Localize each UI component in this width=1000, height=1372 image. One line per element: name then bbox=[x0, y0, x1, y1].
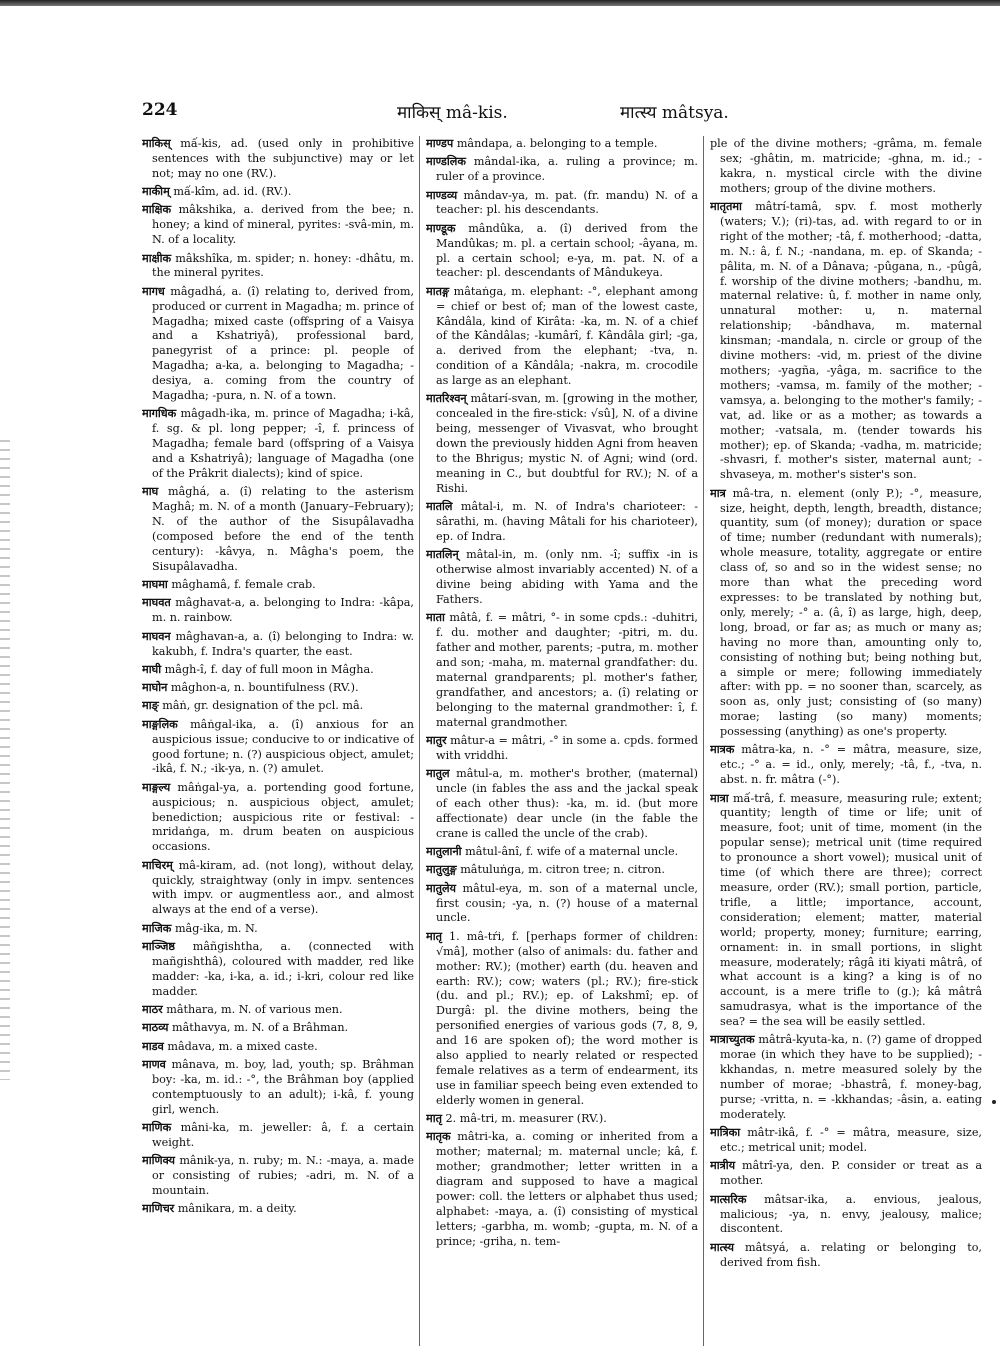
dictionary-entry bbox=[142, 680, 414, 696]
entry-headword: मातुलानी bbox=[426, 844, 462, 859]
entry-definition: mâtaṅga, m. elephant: -°, elephant among = chief or best of; man of the lowest caste, Kândâla, kind of Kirâta: -ka, m. N. of a chief of the Kândâlas; -kumârî, f. Kândâla girl; -ga, a. derived from the elephant; -tva, n. condition of a Kândâla; -nakra, m. crocodile as large as an elephant. bbox=[436, 284, 698, 388]
dictionary-entry bbox=[426, 136, 698, 152]
entry-definition: mâkshîka, m. spider; n. honey: -dhâtu, m. the mineral pyrites. bbox=[152, 251, 414, 280]
entry-headword: मात्राच्युतक bbox=[710, 1032, 755, 1047]
dictionary-entry bbox=[142, 136, 414, 182]
entry-headword: मातुलुङ्ग bbox=[426, 862, 457, 877]
entry-definition: mâtrâ-kyuta-ka, n. (?) game of dropped morae (in which they have to be supplied); -kkhandas, n. metre measured solely by the number of morae; -bhastrâ, f. money-bag, purse; -vritta, n. = -kkhandas; -âsin, a. eating moderately. bbox=[720, 1033, 982, 1121]
dictionary-entry bbox=[142, 939, 414, 1000]
entry-definition: mâtuluṅga, m. citron tree; n. citron. bbox=[460, 863, 665, 877]
dictionary-entry bbox=[426, 499, 698, 545]
column-middle bbox=[426, 136, 698, 1346]
dictionary-entry bbox=[710, 1032, 982, 1122]
entry-definition: 1. mâ-tŕi, f. [perhaps former of children: √mâ], mother (also of animals: du. father and mother: RV.); (mother) earth (du. heaven and earth: RV.); cow; waters (pl.; RV.); fire-stick (du. and pl.; RV.); ep. of Lakshmî; ep. of Durgâ: pl. the divine mothers, being the personified energies of various gods (7, 8, 9, and 16 are spoken of); the word mother is also applied to nearly related or respected female relatives as a term of endearment, its use in familiar speech being even extended to elderly women in general. bbox=[436, 929, 698, 1107]
entry-headword: माता bbox=[426, 610, 445, 625]
dictionary-entry bbox=[426, 188, 698, 219]
entry-definition: mâtsyá, a. relating or belonging to, derived from fish. bbox=[720, 1240, 982, 1269]
dictionary-entry bbox=[142, 921, 414, 937]
entry-definition: mâtal-in, m. (only nm. -î; suffix -in is otherwise almost invariably accented) N. of a divine being abiding with Yama and the Fathers. bbox=[436, 548, 698, 607]
entry-definition: mândal-ika, a. ruling a province; m. ruler of a province. bbox=[436, 155, 698, 184]
column-rule bbox=[419, 136, 420, 1346]
dictionary-entry bbox=[142, 1002, 414, 1018]
entry-headword: मातलिन् bbox=[426, 547, 459, 562]
entry-headword: माडव bbox=[142, 1038, 164, 1053]
dictionary-entry bbox=[426, 844, 698, 860]
left-running-headword: माकिस् mâ-kis. bbox=[397, 103, 508, 123]
entry-definition: mâghamâ, f. female crab. bbox=[171, 578, 316, 592]
dictionary-entry bbox=[142, 1120, 414, 1151]
entry-definition: mândûka, a. (î) derived from the Mandûkas; m. pl. a certain school; -âyana, m. pl. a certain school; e-ya, m. pat. N. of a teacher: pl. descendants of Mândukeya. bbox=[436, 221, 698, 280]
dictionary-entry bbox=[426, 733, 698, 764]
entry-definition: mâtrî-ya, den. P. consider or treat as a mother. bbox=[720, 1159, 982, 1188]
dictionary-entry bbox=[426, 154, 698, 185]
entry-definition: mâkshika, a. derived from the bee; n. honey; a kind of mineral, pyrites: -svâ-min, m. N. of a locality. bbox=[152, 203, 414, 247]
dictionary-entry bbox=[142, 698, 414, 714]
dictionary-entry bbox=[710, 1158, 982, 1189]
entry-definition: mândav-ya, m. pat. (fr. mandu) N. of a teacher: pl. his descendants. bbox=[436, 188, 698, 217]
entry-definition: mâtul-a, m. mother's brother, (maternal) uncle (in fables the ass and the jackal speak of each other thus): -ka, m. id. (but more affectionate) dear uncle (in the fable the crane is called the uncle of the crab). bbox=[436, 767, 698, 840]
entry-headword: मात्स्य bbox=[710, 1239, 735, 1254]
entry-headword: माकीम् bbox=[142, 184, 170, 199]
entry-definition: mâ-tra, n. element (only P.); -°, measure, size, height, depth, length, breadth, distance; quantity, sum (of money); duration or space of time; number (redundant with numerals); whole measure, totality, aggregate or entire class of, so and so in the widest sense; no more than what the preceding word expresses: to be translated by nothing but, only, merely; -° a. (â, î) as large, high, deep, long, broad, or far as; as much or many as; having no more than, amounting only to, consisting of nothing but; being nothing but, a simple or mere; following immediately after: with pp. = no sooner than, scarcely, as soon as, only just; consisting of (so many) morae; lasting (so many) moments; possessing (anything) as one's property. bbox=[720, 486, 982, 739]
entry-definition: mâtsar-ika, a. envious, jealous, malicious; -ya, n. envy, jealousy, malice; discontent. bbox=[720, 1192, 982, 1236]
entry-headword: मातुलेय bbox=[426, 880, 457, 895]
entry-headword: मातृक bbox=[426, 1129, 451, 1144]
dictionary-entry bbox=[710, 136, 982, 197]
entry-definition: mâtul-ânî, f. wife of a maternal uncle. bbox=[465, 845, 679, 859]
dictionary-entry bbox=[142, 780, 414, 856]
dictionary-entry bbox=[142, 1039, 414, 1055]
entry-headword: मात्रा bbox=[710, 790, 729, 805]
entry-headword: माक्षिक bbox=[142, 202, 172, 217]
entry-headword: मातङ्ग bbox=[426, 283, 450, 298]
entry-headword: माघोन bbox=[142, 680, 168, 695]
dictionary-entry bbox=[142, 1201, 414, 1217]
dictionary-entry bbox=[426, 766, 698, 842]
dictionary-entry bbox=[142, 184, 414, 200]
column-left bbox=[142, 136, 414, 1346]
entry-definition: mâtra-ka, n. -° = mâtra, measure, size, etc.; -° a. = id., only, merely; -tâ, f., -tva, n. abst. n. fr. mâtra (-°). bbox=[720, 743, 982, 787]
dictionary-entry bbox=[142, 406, 414, 482]
entry-headword: मातलि bbox=[426, 499, 453, 514]
entry-definition: mấ-trâ, f. measure, measuring rule; extent; quantity; length of time or life; unit of measure, foot; unit of time, moment (in the popular sense); metrical unit (time required to pronounce a short vowel); musical unit of time (of which there are three); correct measure, order (RV.); small portion, particle, trifle, a little; importance, account, consideration; element; matter, material world; property, money; furniture; earring, ornament: in. in small portions, in slight measure, moderately; râgâ iti kiyati mâtrâ, of what account is a king? a king is of no account, is a mere trifle to (g.); kâ mâtrâ samudrasya, what is the importance of the sea? = the sea will be easily settled. bbox=[720, 791, 982, 1029]
entry-definition: mâghá, a. (î) relating to the asterism Maghâ; m. N. of a month (January–February); N. of the author of the Sisupâlavadha (composed before the end of the tenth century): -kâvya, n. Mâgha's poem, the Sisupâlavadha. bbox=[152, 485, 414, 573]
entry-definition: mấ-kis, ad. (used only in prohibitive sentences with the subjunctive) may or let not; may no one (RV.). bbox=[152, 137, 414, 180]
dictionary-entry bbox=[142, 629, 414, 660]
entry-headword: मात्रीय bbox=[710, 1158, 736, 1173]
dictionary-entry bbox=[142, 1020, 414, 1036]
entry-definition: mâthara, m. N. of various men. bbox=[166, 1002, 343, 1016]
dictionary-entry bbox=[710, 1240, 982, 1271]
entry-definition: mâtur-a = mâtri, -° in some a. cpds. formed with vriddhi. bbox=[436, 733, 698, 762]
entry-definition: mâgadhá, a. (î) relating to, derived from, produced or current in Magadha; m. prince of Magadha; mixed caste (offspring of a Vaisya and a Kshatriyâ), professional bard, panegyrist of a prince: pl. people of Magadha; a-ka, a. belonging to Magadha; -desiya, a. coming from the country of Magadha; -pura, n. N. of a town. bbox=[152, 284, 414, 403]
dictionary-entry bbox=[710, 1192, 982, 1238]
entry-definition: mâñgishtha, a. (connected with mañgishthâ), coloured with madder, red like madder: -ka, i-ka, a. id.; i-kri, colour red like madder. bbox=[152, 939, 414, 998]
entry-definition: mânik-ya, n. ruby; m. N.: -maya, a. made or consisting of rubies; -adri, m. N. of a mountain. bbox=[152, 1154, 414, 1197]
entry-headword: मात्सरिक bbox=[710, 1191, 747, 1206]
entry-definition: mâgh-î, f. day of full moon in Mâgha. bbox=[164, 662, 374, 676]
entry-headword: मातृतमा bbox=[710, 199, 742, 214]
entry-headword: माङ् bbox=[142, 698, 159, 713]
entry-definition: 2. mâ-tri, m. measurer (RV.). bbox=[445, 1112, 607, 1126]
entry-definition: ple of the divine mothers; -grâma, m. female sex; -ghâtin, m. matricide; -ghna, m. id.; -kakra, n. mystical circle with the divine mothers; group of the divine mothers. bbox=[710, 137, 982, 195]
dictionary-entry bbox=[426, 547, 698, 608]
entry-definition: mâ-kiram, ad. (not long), without delay, quickly, straightway (only in impv. sentences with impv. or augmentless aor., and almost always at the end of a verse). bbox=[152, 858, 414, 917]
entry-headword: माक्षीक bbox=[142, 250, 172, 265]
dictionary-entry bbox=[710, 791, 982, 1031]
entry-headword: माणिचर bbox=[142, 1201, 175, 1216]
dictionary-entry bbox=[426, 284, 698, 389]
dictionary-entry bbox=[142, 1057, 414, 1118]
entry-headword: मागध bbox=[142, 283, 165, 298]
entry-definition: mâtal-i, m. N. of Indra's charioteer: -sârathi, m. (having Mâtali for his charioteer), ep. of Indra. bbox=[436, 500, 698, 543]
entry-definition: mâtul-eya, m. son of a maternal uncle, first cousin; -ya, n. (?) house of a maternal uncle. bbox=[436, 881, 698, 925]
entry-headword: मातृ bbox=[426, 1111, 442, 1126]
dictionary-entry bbox=[710, 199, 982, 483]
scan-mark bbox=[992, 1100, 996, 1104]
entry-headword: माघवन bbox=[142, 628, 171, 643]
entry-headword: मातुर bbox=[426, 732, 447, 747]
entry-definition: mâgadh-ika, m. prince of Magadha; i-kâ, f. sg. & pl. long pepper; -î, f. princess of Magadha; female bard (offspring of a Vaisya and a Kshatriyâ); language of Magadha (one of the Prâkrit dialects); kind of spice. bbox=[152, 407, 414, 480]
entry-headword: माञ्जिष्ठ bbox=[142, 938, 175, 953]
entry-definition: mâṅ, gr. designation of the pcl. mâ. bbox=[162, 699, 364, 713]
entry-definition: mâṅgal-ika, a. (î) anxious for an auspicious issue; conducive to or indicative of good fortune; n. (?) auspicious object, amulet; -ikâ, f. N.; -ik-ya, n. (?) amulet. bbox=[152, 717, 414, 776]
running-header bbox=[142, 100, 992, 128]
entry-definition: mâghon-a, n. bountifulness (RV.). bbox=[170, 681, 359, 695]
entry-definition: mâghavan-a, a. (î) belonging to Indra: w. kakubh, f. Indra's quarter, the east. bbox=[152, 629, 414, 658]
entry-definition: mâdava, m. a mixed caste. bbox=[167, 1039, 318, 1053]
dictionary-entry bbox=[142, 662, 414, 678]
entry-headword: माघ bbox=[142, 484, 159, 499]
dictionary-entry bbox=[142, 858, 414, 919]
column-right bbox=[710, 136, 982, 1346]
dictionary-entry bbox=[426, 862, 698, 878]
dictionary-entry bbox=[142, 202, 414, 248]
entry-headword: मात्र bbox=[710, 485, 726, 500]
entry-headword: मात्रिका bbox=[710, 1125, 741, 1140]
entry-headword: मातृ bbox=[426, 928, 442, 943]
dictionary-entry bbox=[710, 486, 982, 740]
scan-top-edge bbox=[0, 0, 1000, 6]
right-running-headword: मात्स्य mâtsya. bbox=[620, 103, 729, 123]
dictionary-entry bbox=[426, 881, 698, 927]
dictionary-entry bbox=[426, 1111, 698, 1127]
entry-headword: माचिरम् bbox=[142, 857, 173, 872]
dictionary-entry bbox=[426, 391, 698, 496]
dictionary-entry bbox=[142, 595, 414, 626]
dictionary-entry bbox=[142, 577, 414, 593]
dictionary-entry bbox=[710, 1125, 982, 1156]
entry-headword: माघवत bbox=[142, 595, 171, 610]
entry-headword: माजिक bbox=[142, 920, 172, 935]
entry-definition: mânava, m. boy, lad, youth; sp. Brâhman boy: -ka, m. id.: -°, the Brâhman boy (applied contemptuously to an adult); i-kâ, f. young girl, wench. bbox=[152, 1057, 414, 1116]
entry-headword: माकिस् bbox=[142, 136, 171, 150]
entry-definition: mâtrí-tamâ, spv. f. most motherly (waters; V.); (ri)-tas, ad. with regard to or in right of the mother; -tâ, f. motherhood; -datta, m. N.: â, f. N.; -nandana, m. ep. of Skanda; -pâlita, m. N. of a Dânava; -pûgana, n., -pûgâ, f. worship of the divine mothers; -bandhu, m. maternal relative: û, f. mother in name only, unnatural mother: u, n. maternal relationship; -bândhava, m. maternal kinsman; -mandala, n. circle or group of the divine mothers: -vid, m. priest of the divine mothers; -yagña, -yâga, m. sacrifice to the mothers; -vamsa, m. family of the mother; -vamsya, a. belonging to the mother's family; -vat, ad. like or as a mother; as towards a mother; -vatsala, m. (tender towards his mother); ep. of Skanda; -vadha, m. matricide; -shvasri, f. mother's sister, maternal aunt; -shvaseya, m. mother's sister's son. bbox=[720, 200, 982, 482]
entry-definition: mấ-kîm, ad. id. (RV.). bbox=[173, 185, 292, 199]
entry-headword: माङ्गलिक bbox=[142, 716, 178, 731]
entry-headword: माघमा bbox=[142, 577, 168, 592]
dictionary-entry bbox=[426, 610, 698, 730]
dictionary-entry bbox=[142, 251, 414, 282]
entry-definition: mâni-ka, m. jeweller: â, f. a certain weight. bbox=[152, 1120, 414, 1149]
entry-headword: माठव्य bbox=[142, 1020, 169, 1035]
entry-definition: mâtarí-svan, m. [growing in the mother, concealed in the fire-stick: √sû], N. of a divine being, messenger of Vivasvat, who brought down the previously hidden Agni from heaven to the Bhrigus; mystic N. of Agni; wind (ord. meaning in C., but doubtful for RV.); N. of a Rishi. bbox=[436, 392, 698, 495]
entry-headword: माण्डव्य bbox=[426, 187, 458, 202]
dictionary-entry bbox=[426, 1129, 698, 1249]
dictionary-entry bbox=[142, 717, 414, 778]
dictionary-entry bbox=[426, 221, 698, 282]
dictionary-entry bbox=[710, 742, 982, 788]
entry-headword: मागधिक bbox=[142, 406, 177, 421]
entry-headword: माङ्गल्य bbox=[142, 779, 171, 794]
column-rule bbox=[703, 136, 704, 1346]
entry-headword: माणव bbox=[142, 1056, 166, 1071]
entry-headword: माठर bbox=[142, 1001, 163, 1016]
entry-headword: मात्रक bbox=[710, 742, 735, 757]
entry-headword: माणिक bbox=[142, 1119, 172, 1134]
entry-definition: mânikara, m. a deity. bbox=[177, 1202, 297, 1216]
entry-headword: मातरिश्वन् bbox=[426, 391, 467, 406]
entry-definition: mâg-ika, m. N. bbox=[174, 921, 258, 935]
entry-headword: मातुल bbox=[426, 766, 450, 781]
entry-definition: mândapa, a. belonging to a temple. bbox=[456, 137, 658, 150]
dictionary-entry bbox=[142, 484, 414, 574]
entry-definition: mâghavat-a, a. belonging to Indra: -kâpa, m. n. rainbow. bbox=[152, 596, 414, 625]
entry-headword: माण्डूक bbox=[426, 220, 456, 235]
binding-shadow bbox=[0, 440, 10, 1080]
dictionary-entry bbox=[142, 284, 414, 404]
entry-headword: माघी bbox=[142, 661, 162, 676]
dictionary-entry bbox=[426, 929, 698, 1109]
entry-headword: माण्डप bbox=[426, 136, 454, 150]
entry-headword: माण्डलिक bbox=[426, 154, 466, 169]
entry-definition: mâtr-ikâ, f. -° = mâtra, measure, size, etc.; metrical unit; model. bbox=[720, 1126, 982, 1155]
page-number: 224 bbox=[142, 100, 178, 120]
entry-headword: माणिक्य bbox=[142, 1153, 176, 1168]
dictionary-entry bbox=[142, 1153, 414, 1199]
entry-definition: mâṅgal-ya, a. portending good fortune, auspicious; n. auspicious object, amulet; benediction; auspicious rite or festival: -mridaṅga, m. drum beaten on auspicious occasions. bbox=[152, 780, 414, 854]
entry-definition: mâthavya, m. N. of a Brâhman. bbox=[171, 1021, 349, 1035]
entry-definition: mâtri-ka, a. coming or inherited from a mother; maternal; m. maternal uncle; kâ, f. mother; grandmother; letter written in a diagram and supposed to have a magical power: coll. the letters or alphabet thus used; alphabet: -maya, a. (î) consisting of mystical letters; -garbha, m. womb; -gupta, m. N. of a prince; -griha, n. tem- bbox=[436, 1130, 698, 1248]
entry-definition: mâtâ, f. = mâtri, °- in some cpds.: -duhitri, f. du. mother and daughter; -pitri, m. du. father and mother, parents; -putra, m. mother and son; -maha, m. maternal grandfather: du. maternal grandparents; pl. mother's father, grandfather, and ancestors; a. (î) relating or belonging to the maternal grandmother: î, f. maternal grandmother. bbox=[436, 611, 698, 729]
